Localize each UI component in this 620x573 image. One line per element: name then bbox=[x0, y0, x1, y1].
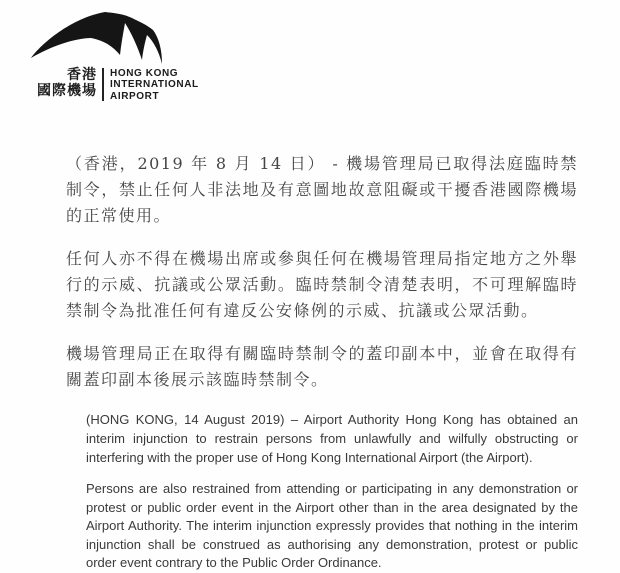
logo-chinese-name bbox=[33, 67, 97, 102]
hkia-swoosh-icon bbox=[31, 12, 164, 65]
paragraph-english-2: Persons are also restrained from attending or participating in any demonstration or protest or public order event in the Airport other than in the area designated by the Airport Authority. The interim injunction expressly provides that nothing in the interim injunction shall be construed as authorising any demonstration, protest or public order event contrary to the Public Order Ordinance. bbox=[86, 481, 578, 570]
logo-chinese-line2: 國際機場 bbox=[37, 83, 97, 99]
logo-english-name bbox=[110, 67, 199, 102]
hkia-logo bbox=[31, 12, 231, 102]
logo-english-line1: HONG KONG bbox=[110, 68, 179, 79]
logo-chinese-line1: 香港 bbox=[67, 67, 97, 83]
logo-english-line3: AIRPORT bbox=[110, 90, 160, 102]
paragraph-chinese-2: 任何人亦不得在機場出席或參與任何在機場管理局指定地方之外舉行的示威、抗議或公眾活動。臨時禁制令清楚表明，不可理解臨時禁制令為批准任何有違反公安條例的示威、抗議或公眾活動。 bbox=[66, 249, 578, 320]
paragraph-chinese-1: （香港，2019 年 8 月 14 日） - 機場管理局已取得法庭臨時禁制令，禁止任何人非法地及有意圖地故意阻礙或干擾香港國際機場的正常使用。 bbox=[66, 154, 578, 225]
logo-divider bbox=[102, 68, 104, 101]
paragraph-chinese-3: 機場管理局正在取得有關臨時禁制令的蓋印副本中，並會在取得有關蓋印副本後展示該臨時禁制令。 bbox=[66, 344, 578, 389]
paragraph-english-1: (HONG KONG, 14 August 2019) – Airport Authority Hong Kong has obtained an interim injunction to restrain persons from unlawfully and wilfully obstructing or interfering with the proper use of Hong Kong International Airport (the Airport). bbox=[86, 412, 578, 465]
logo-wordmark bbox=[33, 67, 231, 102]
press-release-body bbox=[0, 151, 620, 573]
logo-english-line2: INTERNATIONAL bbox=[110, 79, 199, 91]
